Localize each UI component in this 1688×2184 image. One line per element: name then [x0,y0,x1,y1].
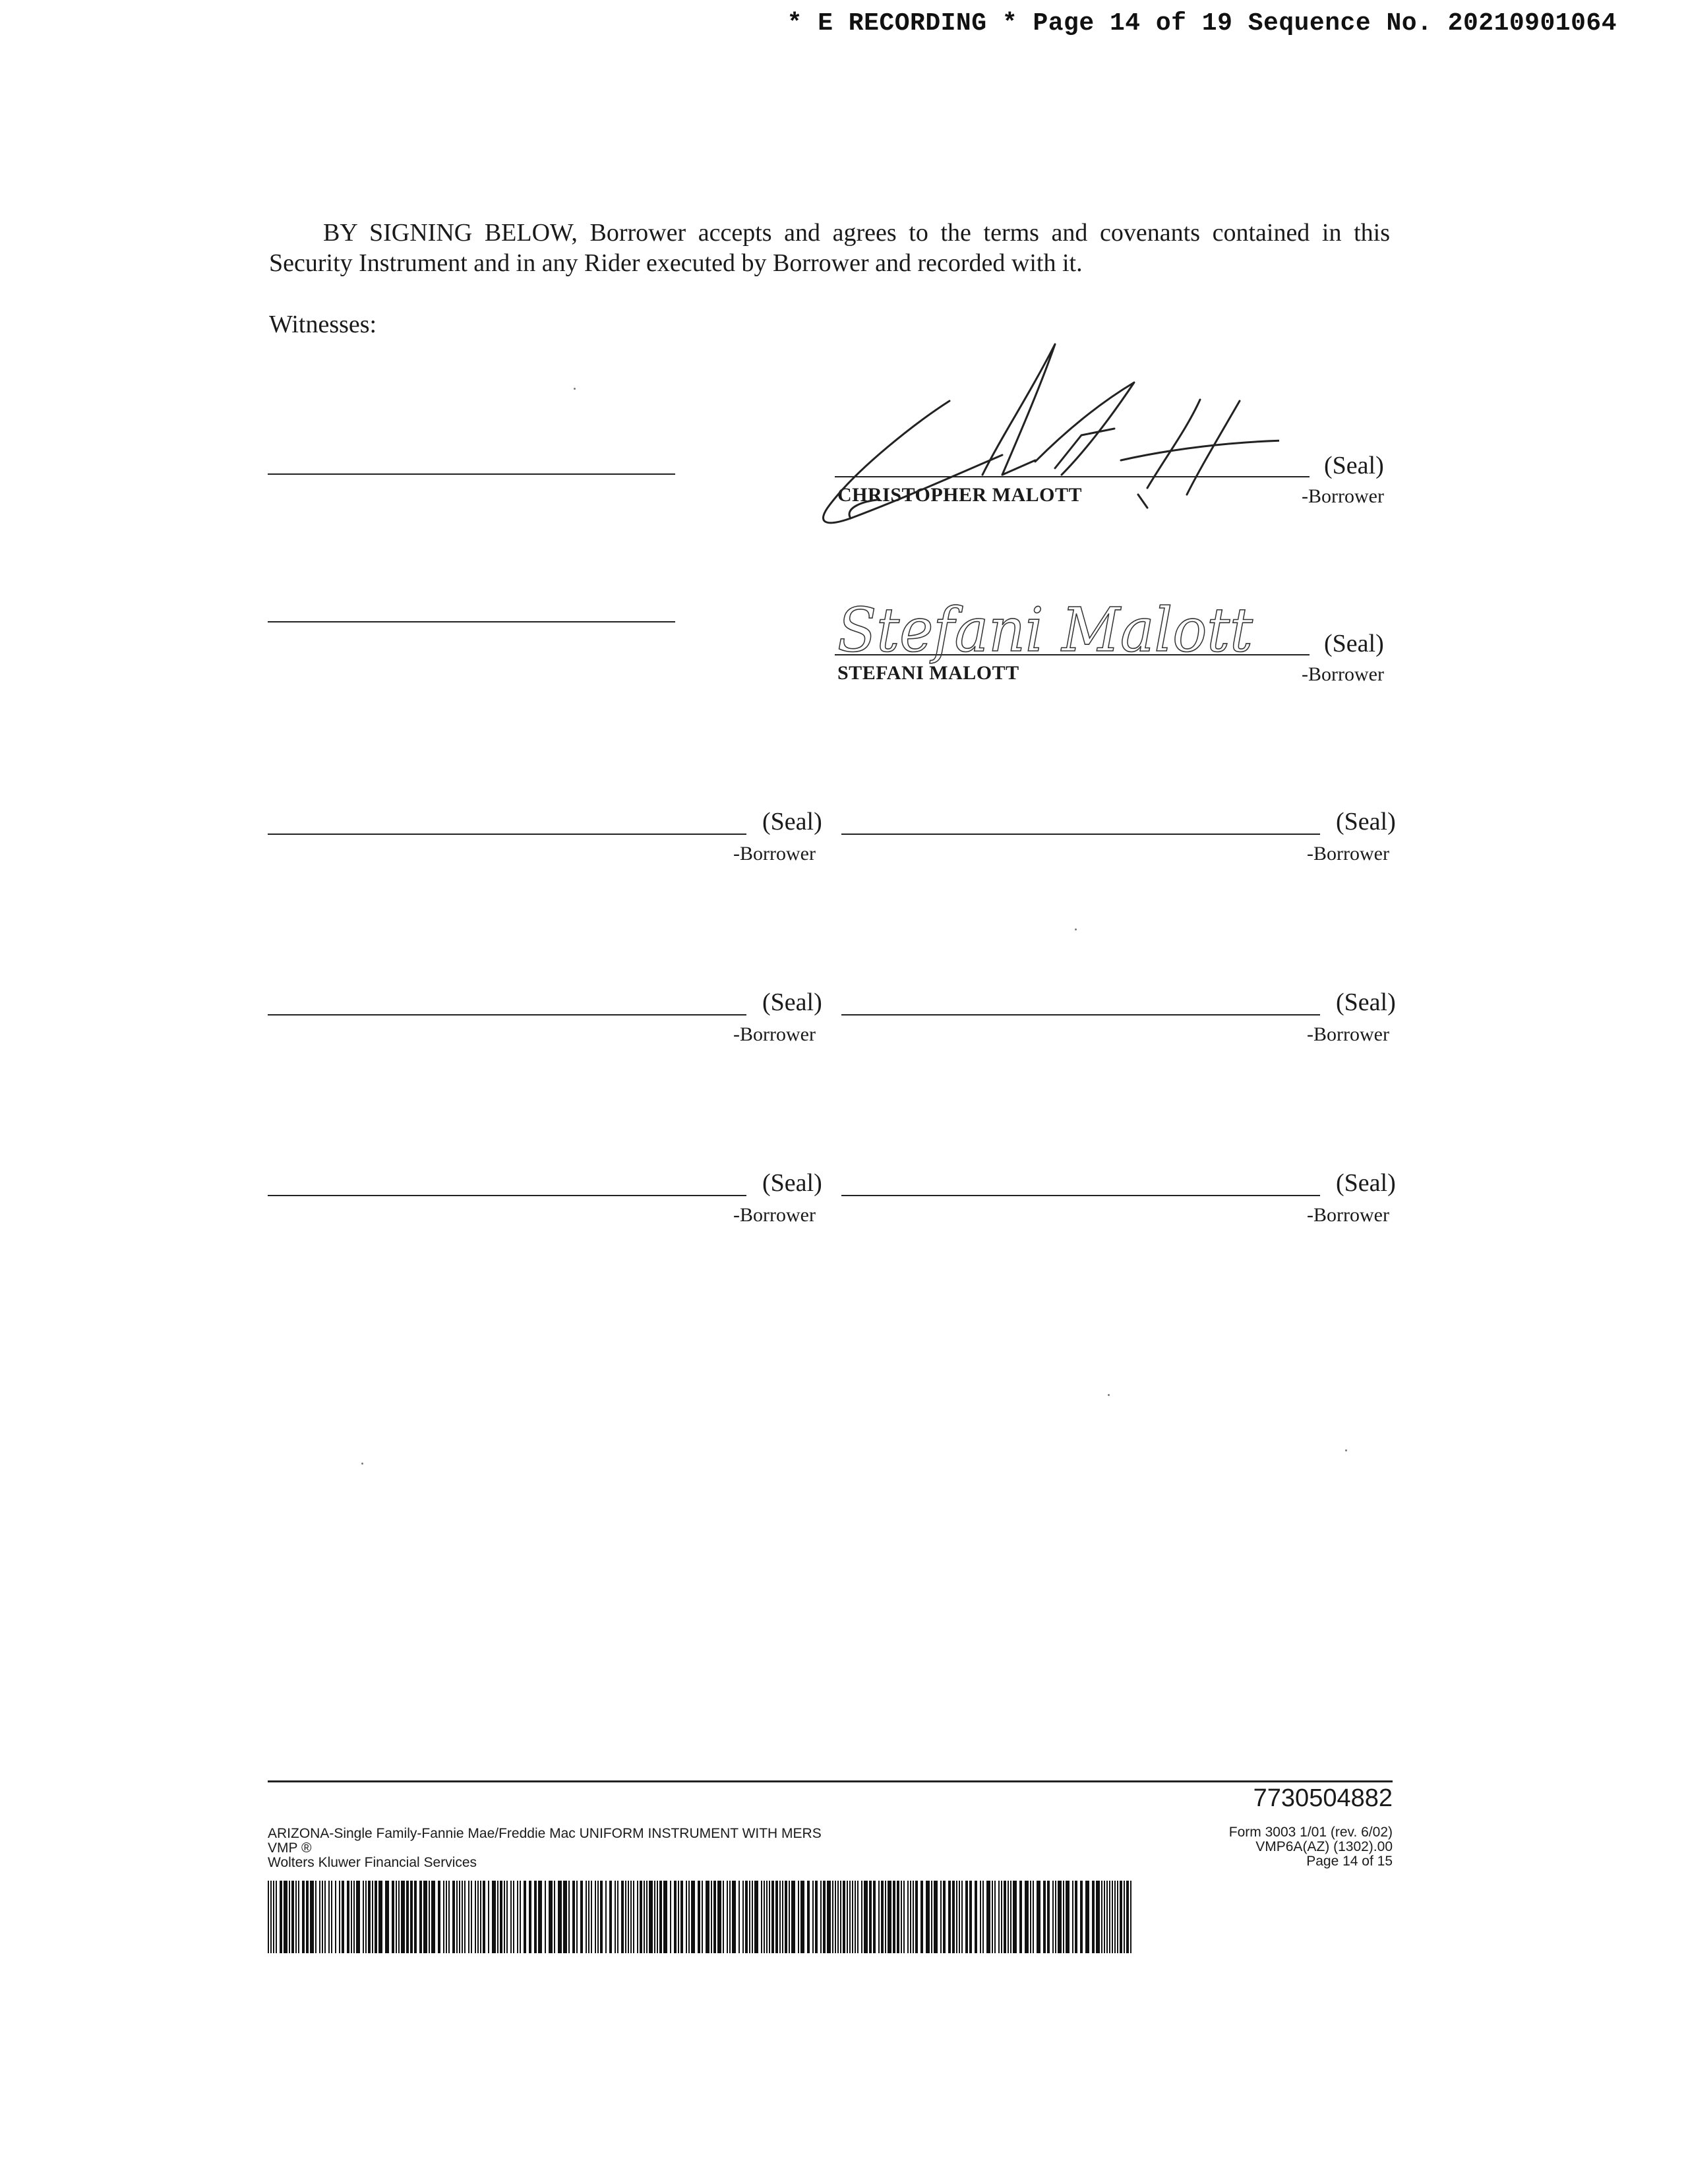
barcode-bar [452,1881,455,1953]
barcode-bar [368,1881,371,1953]
barcode-bar [462,1881,463,1953]
barcode-bar [644,1881,645,1953]
borrower-role-label: -Borrower [1307,843,1389,864]
barcode-bar [558,1881,562,1953]
barcode-bar [310,1881,314,1953]
barcode-bar [931,1881,932,1953]
barcode-bar [835,1881,836,1953]
barcode-bar [1112,1881,1113,1953]
barcode-image [268,1881,1135,1953]
barcode-bar [1030,1881,1031,1953]
barcode-bar [992,1881,993,1953]
barcode-bar [280,1881,282,1953]
barcode-bar [771,1881,774,1953]
barcode-bar [500,1881,502,1953]
barcode-bar [1072,1881,1073,1953]
barcode-bar [273,1881,274,1953]
barcode-bar [940,1881,942,1953]
signature-line [841,1195,1320,1196]
barcode-bar [1033,1881,1034,1953]
borrower-signature-block-6 [841,988,1402,1058]
barcode-bar [423,1881,427,1953]
barcode-bar [356,1881,360,1953]
form-info-left [268,1827,822,1870]
barcode-bar [857,1881,859,1953]
signature-line [841,1014,1320,1016]
barcode-bar [913,1881,914,1953]
seal-label: (Seal) [762,988,822,1016]
barcode-bar [1008,1881,1009,1953]
barcode-bar [335,1881,336,1953]
barcode-bar [1063,1881,1064,1953]
barcode-bar [1085,1881,1089,1953]
barcode-bar [351,1881,352,1953]
barcode-bar [268,1881,269,1953]
barcode-bar [717,1881,721,1953]
barcode-bar [529,1881,531,1953]
barcode-bar [686,1881,687,1953]
barcode-bar [926,1881,930,1953]
barcode-bar [284,1881,287,1953]
barcode-bar [785,1881,787,1953]
borrower-role-label: -Borrower [733,1204,816,1226]
scan-speck [1108,1394,1110,1396]
barcode-bar [885,1881,886,1953]
barcode-bar [1013,1881,1017,1953]
barcode-bar [289,1881,290,1953]
barcode-bar [986,1881,990,1953]
barcode-bar [1019,1881,1022,1953]
barcode-bar [698,1881,700,1953]
barcode-bar [517,1881,518,1953]
barcode-bar [396,1881,397,1953]
barcode-bar [322,1881,323,1953]
borrower-role-label: -Borrower [1302,485,1384,507]
barcode-bar [628,1881,629,1953]
barcode-bar [506,1881,508,1953]
borrower-signature-block-3 [268,808,828,877]
barcode-bar [782,1881,783,1953]
barcode-bar [943,1881,946,1953]
barcode-bar [554,1881,555,1953]
barcode-bar [688,1881,690,1953]
barcode-bar [727,1881,728,1953]
barcode-bar [438,1881,440,1953]
recording-header: * E RECORDING * Page 14 of 19 Sequence No. 20210901064 [787,9,1617,38]
barcode-bar [306,1881,309,1953]
seal-label: (Seal) [1336,1169,1396,1197]
scan-speck [361,1463,363,1465]
barcode-bar [827,1881,831,1953]
barcode-bar [869,1881,872,1953]
barcode-bar [691,1881,695,1953]
barcode-bar [897,1881,899,1953]
loan-number: 7730504882 [1253,1784,1393,1812]
barcode-bar [410,1881,413,1953]
signature-line [268,1195,746,1196]
borrower-signature-block-7 [268,1169,828,1238]
barcode-bar [878,1881,880,1953]
barcode-bar [832,1881,833,1953]
signature-line [268,1014,746,1016]
barcode-bar [464,1881,466,1953]
barcode-bar [568,1881,570,1953]
barcode-bar [419,1881,422,1953]
barcode-bar [1096,1881,1100,1953]
barcode-bar [766,1881,768,1953]
barcode-bar [497,1881,498,1953]
borrower-role-label: -Borrower [733,1023,816,1045]
barcode-bar [446,1881,447,1953]
barcode-bar [392,1881,394,1953]
barcode-bar [353,1881,355,1953]
scan-speck [1075,928,1077,930]
barcode-bar [1117,1881,1118,1953]
borrower-role-label: -Borrower [1307,1023,1389,1045]
barcode-bar [764,1881,765,1953]
barcode-bar [915,1881,918,1953]
barcode-bar [406,1881,409,1953]
barcode-bar [852,1881,853,1953]
barcode-bar [657,1881,658,1953]
borrower-role-label: -Borrower [733,843,816,864]
barcode-bar [864,1881,868,1953]
barcode-bar [342,1881,344,1953]
signing-statement [269,218,1390,278]
barcode-bar [901,1881,902,1953]
handwritten-signature-christopher [804,336,1279,534]
barcode-bar [443,1881,444,1953]
barcode-bar [398,1881,400,1953]
barcode-bar [468,1881,469,1953]
signature-line [841,834,1320,835]
signing-statement-text: BY SIGNING BELOW, Borrower accepts and agrees to the terms and covenants contained in this Security Instrument and in any Rider executed by Borrower and recorded with it. [269,219,1390,277]
barcode-bar [711,1881,712,1953]
barcode-bar [1130,1881,1131,1953]
seal-label: (Seal) [1324,630,1384,657]
barcode-bar [414,1881,417,1953]
borrower-signature-block-4 [841,808,1402,877]
barcode-bar [837,1881,839,1953]
barcode-bar [982,1881,984,1953]
barcode-bar [965,1881,968,1953]
barcode-bar [1120,1881,1122,1953]
barcode-bar [475,1881,476,1953]
barcode-bar [510,1881,512,1953]
barcode-bar [563,1881,567,1953]
barcode-bar [791,1881,795,1953]
barcode-bar [1055,1881,1056,1953]
barcode-bar [513,1881,514,1953]
barcode-bar [761,1881,762,1953]
barcode-bar [276,1881,277,1953]
barcode-bar [328,1881,330,1953]
footer-rule [268,1780,1393,1782]
barcode-bar [732,1881,736,1953]
barcode-bar [549,1881,553,1953]
barcode-bar [385,1881,389,1953]
barcode-bar [605,1881,607,1953]
barcode-bar [646,1881,648,1953]
barcode-bar [1010,1881,1011,1953]
signature-line [268,834,746,835]
publisher-name: Wolters Kluwer Financial Services [268,1855,477,1870]
vmp-label: VMP ® [268,1840,312,1856]
barcode-bar [823,1881,826,1953]
barcode-bar [534,1881,537,1953]
barcode-bar [654,1881,655,1953]
barcode-bar [365,1881,367,1953]
barcode-bar [674,1881,677,1953]
barcode-bar [324,1881,326,1953]
borrower-role-label: -Borrower [1302,663,1384,685]
barcode-bar [1001,1881,1002,1953]
barcode-bar [1037,1881,1040,1953]
barcode-bar [820,1881,822,1953]
barcode-bar [1043,1881,1046,1953]
barcode-bar [609,1881,612,1953]
barcode-bar [713,1881,716,1953]
barcode-bar [815,1881,818,1953]
barcode-bar [1004,1881,1006,1953]
barcode-bar [471,1881,472,1953]
barcode-bar [630,1881,632,1953]
barcode-bar [920,1881,923,1953]
barcode-bar [483,1881,485,1953]
barcode-bar [855,1881,856,1953]
barcode-bar [591,1881,592,1953]
borrower-name: CHRISTOPHER MALOTT [837,484,1083,506]
barcode-bar [663,1881,667,1953]
form-info-right [1229,1825,1393,1869]
barcode-bar [1101,1881,1102,1953]
borrower-signature-block-5 [268,988,828,1058]
barcode-bar [907,1881,909,1953]
barcode-bar [302,1881,305,1953]
barcode-bar [372,1881,373,1953]
scan-speck [1345,1449,1347,1451]
barcode-bar [754,1881,758,1953]
seal-label: (Seal) [1324,452,1384,479]
barcode-bar [934,1881,938,1953]
barcode-bar [524,1881,526,1953]
barcode-bar [745,1881,748,1953]
barcode-bar [649,1881,653,1953]
borrower-name: STEFANI MALOTT [837,662,1019,684]
barcode-bar [339,1881,340,1953]
barcode-bar [840,1881,841,1953]
barcode-bar [331,1881,332,1953]
seal-label: (Seal) [762,808,822,835]
borrower-role-label: -Borrower [1307,1204,1389,1226]
barcode-bar [291,1881,294,1953]
barcode-bar [1124,1881,1125,1953]
barcode-bar [459,1881,460,1953]
barcode-bar [975,1881,977,1953]
barcode-bar [538,1881,542,1953]
barcode-bar [347,1881,349,1953]
barcode-bar [873,1881,876,1953]
handwritten-signature-text: Stefani Malott [837,595,1253,665]
barcode-bar [969,1881,972,1953]
barcode-bar [849,1881,851,1953]
barcode-bar [956,1881,957,1953]
barcode-bar [545,1881,546,1953]
seal-label: (Seal) [762,1169,822,1197]
barcode-bar [295,1881,297,1953]
barcode-bar [401,1881,405,1953]
barcode-bar [706,1881,709,1953]
barcode-bar [702,1881,703,1953]
barcode-bar [315,1881,316,1953]
barcode-bar [752,1881,753,1953]
barcode-bar [1126,1881,1129,1953]
barcode-bar [843,1881,845,1953]
form-code: VMP6A(AZ) (1302).00 [1255,1839,1393,1854]
barcode-bar [961,1881,963,1953]
barcode-bar [861,1881,862,1953]
barcode-bar [769,1881,770,1953]
barcode-bar [431,1881,435,1953]
barcode-bar [980,1881,981,1953]
barcode-bar [429,1881,430,1953]
barcode-bar [580,1881,583,1953]
barcode-bar [1109,1881,1110,1953]
barcode-bar [480,1881,481,1953]
barcode-bar [910,1881,911,1953]
barcode-bar [1114,1881,1116,1953]
page-number: Page 14 of 15 [1306,1854,1393,1869]
barcode-bar [779,1881,781,1953]
barcode-bar [893,1881,895,1953]
barcode-bar [633,1881,634,1953]
barcode-bar [952,1881,955,1953]
barcode-bar [600,1881,603,1953]
barcode-bar [798,1881,799,1953]
barcode-bar [319,1881,320,1953]
borrower-signature-block-8 [841,1169,1402,1238]
barcode-bar [994,1881,996,1953]
witnesses-label: Witnesses: [269,311,377,338]
barcode-bar [586,1881,587,1953]
barcode-bar [637,1881,638,1953]
barcode-bar [625,1881,626,1953]
barcode-bar [572,1881,575,1953]
form-number: Form 3003 1/01 (rev. 6/02) [1228,1825,1393,1840]
barcode-bar [789,1881,790,1953]
barcode-bar [800,1881,804,1953]
seal-label: (Seal) [1336,988,1396,1016]
barcode-bar [678,1881,679,1953]
barcode-bar [640,1881,642,1953]
barcode-bar [729,1881,731,1953]
barcode-bar [723,1881,724,1953]
barcode-bar [1058,1881,1062,1953]
barcode-bar [1080,1881,1083,1953]
barcode-bar [363,1881,364,1953]
barcode-bar [520,1881,521,1953]
barcode-bar [298,1881,299,1953]
barcode-bar [775,1881,778,1953]
barcode-bar [504,1881,505,1953]
barcode-bar [488,1881,489,1953]
barcode-bar [1066,1881,1070,1953]
barcode-bar [1092,1881,1095,1953]
barcode-bar [888,1881,891,1953]
barcode-bar [1052,1881,1054,1953]
barcode-bar [477,1881,479,1953]
barcode-bar [456,1881,458,1953]
barcode-bar [375,1881,377,1953]
barcode-bar [1025,1881,1029,1953]
barcode-bar [659,1881,662,1953]
barcode-bar [1047,1881,1050,1953]
barcode-bar [738,1881,740,1953]
barcode-bar [1075,1881,1077,1953]
barcode-bar [492,1881,496,1953]
barcode-bar [749,1881,750,1953]
seal-label: (Seal) [1336,808,1396,835]
barcode-bar [617,1881,618,1953]
form-title: ARIZONA-Single Family-Fannie Mae/Freddie Mac UNIFORM INSTRUMENT WITH MERS [268,1826,822,1841]
witness-signature-line-2 [268,621,675,622]
witness-signature-line-1 [268,473,675,475]
barcode-bar [807,1881,810,1953]
handwritten-signature-stefani [831,590,1306,669]
barcode-bar [615,1881,616,1953]
barcode-bar [448,1881,450,1953]
barcode-bar [903,1881,905,1953]
barcode-bar [621,1881,624,1953]
barcode-bar [576,1881,578,1953]
barcode-bar [742,1881,744,1953]
scan-speck [574,388,576,390]
barcode-bar [847,1881,848,1953]
barcode-bar [998,1881,1000,1953]
barcode-bar [270,1881,272,1953]
barcode-bar [670,1881,671,1953]
barcode-bar [812,1881,814,1953]
barcode-bar [959,1881,960,1953]
barcode-bar [881,1881,884,1953]
barcode-bar [378,1881,382,1953]
barcode-bar [948,1881,951,1953]
barcode-bar [680,1881,683,1953]
barcode-bar [588,1881,589,1953]
barcode-bar [595,1881,596,1953]
barcode-bar [597,1881,599,1953]
barcode-bar [1106,1881,1108,1953]
barcode-bar [1104,1881,1105,1953]
